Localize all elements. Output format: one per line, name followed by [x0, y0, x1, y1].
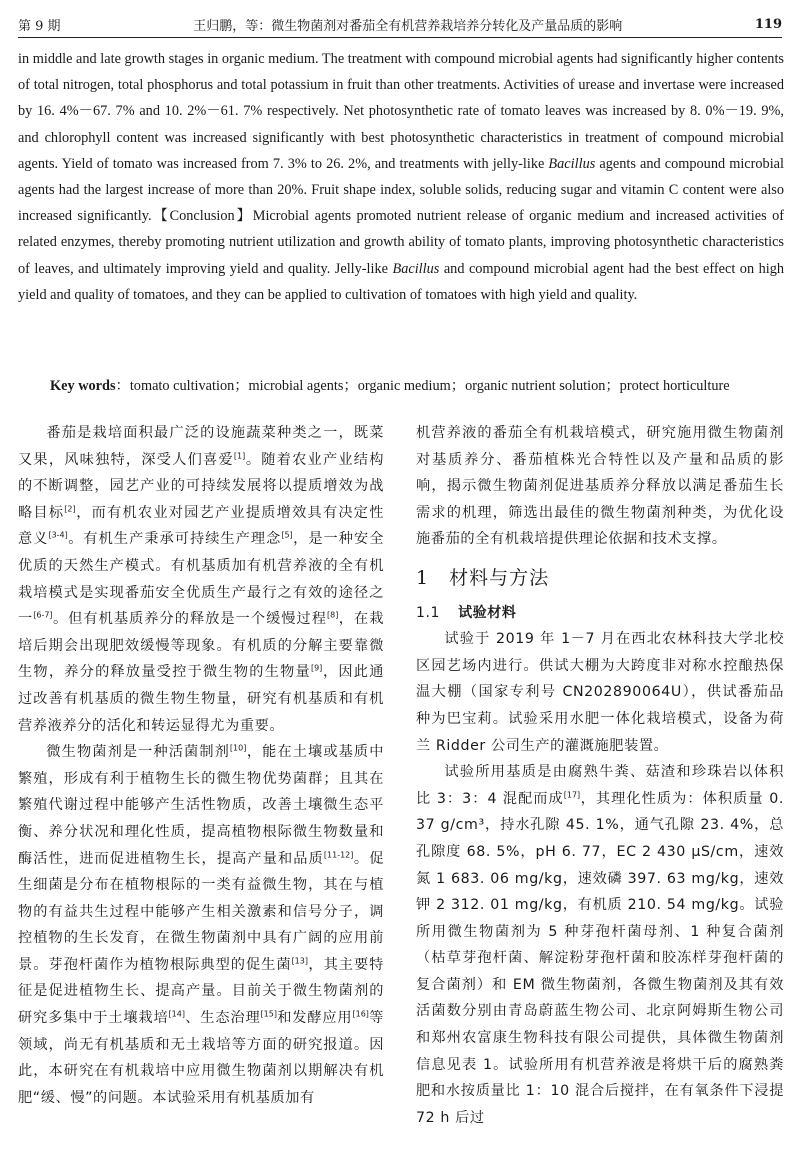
right-column — [416, 420, 784, 1131]
english-abstract — [18, 46, 784, 308]
citation: [1] — [233, 450, 246, 460]
citation: [14] — [168, 1009, 185, 1019]
key-words — [18, 374, 784, 398]
citation: [8] — [326, 610, 339, 620]
intro-paragraph-2: 微生物菌剂是一种活菌制剂[10]，能在土壤或基质中繁殖，形成有利于植物生长的微生物优势菌群；且其在繁殖代谢过程中能够产生活性物质，改善土壤微生态平衡、养分状况和理化性质，提高植物根际微生物数量和酶活性，进而促进植物生长，提高产量和品质[11-12]。促生细菌是分布在植物根际的一类有益微生物，其在与植物的有益共生过程中能够产生相关激素和信号分子，调控植物的生长发育，在微生物菌剂中具有广阔的应用前景。芽孢杆菌作为植物根际典型的促生菌[13]，其主要特征是促进植物生长、提高产量。目前关于微生物菌剂的研究多集中于土壤栽培[14]、生态治理[15]和发酵应用[16]等领域，尚无有机基质和无土栽培等方面的研究报道。因此，本研究在有机栽培中应用微生物菌剂以期解决有机肥“缓、慢”的问题。本试验采用有机基质加有 — [18, 743, 384, 1106]
left-column — [18, 420, 384, 1111]
section-title: 材料与方法 — [449, 566, 550, 589]
abstract-species-1: Bacillus — [548, 155, 596, 172]
subsection-title: 试验材料 — [458, 604, 517, 621]
section-heading-1 — [416, 565, 784, 592]
issue-number: 第 9 期 — [18, 19, 61, 34]
citation: [5] — [281, 530, 293, 540]
page-number: 119 — [754, 17, 782, 32]
citation: [3-4] — [48, 530, 68, 540]
citation: [17] — [563, 789, 581, 799]
citation: [10] — [229, 743, 247, 753]
methods-paragraph-2: 试验所用基质是由腐熟牛粪、菇渣和珍珠岩以体积比 3：3：4 混配而成[17]，其理化性质为：体积质量 0. 37 g/cm³，持水孔隙 45. 1%，通气孔隙 23. 4%，总孔隙度 68. 5%，pH 6. 77，EC 2 430 μS/cm，速效氮 1 683. 06 mg/kg，速效磷 397. 63 mg/kg，速效钾 2 312. 01 mg/kg，有机质 210. 54 mg/kg。试验所用微生物菌剂为 5 种芽孢杆菌母剂、1 种复合菌剂（枯草芽孢杆菌、解淀粉芽孢杆菌和胶冻样芽孢杆菌的复合菌剂）和 EM 微生物菌剂，各微生物菌剂及其有效活菌数分别由青岛蔚蓝生物公司、北京阿姆斯生物公司和郑州农富康生物科技有限公司提供，具体微生物菌剂信息见表 1。试验所用有机营养液是将烘干后的腐熟粪肥和水按质量比 1：10 混合后搅拌，在有氧条件下浸提 72 h 后过 — [416, 764, 784, 1126]
key-words-label: Key words — [50, 378, 116, 394]
subsection-heading-1-1 — [416, 600, 784, 627]
citation: [2] — [64, 504, 76, 514]
citation: [6-7] — [33, 610, 53, 620]
section-number: 1 — [416, 566, 430, 589]
abstract-text-3: and compound microbial agent had the best effect on high yield and quality of tomatoes, and they can be applied to cultivation of tomatoes with high yield and quality. — [18, 260, 784, 303]
intro-paragraph-3: 机营养液的番茄全有机栽培模式，研究施用微生物菌剂对基质养分、番茄植株光合特性以及产量和品质的影响，揭示微生物菌剂促进基质养分释放以满足番茄生长需求的机理，筛选出最佳的微生物菌剂种类，为优化设施番茄的全有机栽培提供理论依据和技术支撑。 — [416, 425, 784, 548]
abstract-text-1: in middle and late growth stages in organic medium. The treatment with compound microbial agents had significantly higher contents of total nitrogen, total phosphorus and total potassium in fruit than other treatments. Activities of urease and invertase were increased by 16. 4%－67. 7% and 10. 2%－61. 7% respectively. Net photosynthetic rate of tomato leaves was increased by 8. 0%－19. 9%, and chlorophyll content was increased significantly with best photosynthetic characteristics in treatment of compound microbial agents. Yield of tomato was increased from 7. 3% to 26. 2%, and treatments with jelly-like — [18, 51, 784, 172]
methods-paragraph-1: 试验于 2019 年 1－7 月在西北农林科技大学北校区园艺场内进行。供试大棚为大跨度非对称水控酿热保温大棚（国家专利号 CN202890064U），供试番茄品种为巴宝莉。试验采用水肥一体化栽培模式，设备为荷兰 Ridder 公司生产的灌溉施肥装置。 — [416, 631, 784, 754]
abstract-species-2: Bacillus — [392, 260, 440, 277]
citation: [11-12] — [323, 849, 354, 859]
subsection-number: 1.1 — [416, 604, 441, 621]
citation: [9] — [310, 663, 323, 673]
abstract-text-2: agents and compound microbial agents had the largest increase of more than 20%. Fruit shape index, soluble solids, reducing sugar and vitamin C content were also increased significantly.【Conclusion】Microbial agents promoted nutrient release of organic medium and increased activities of related enzymes, thereby promoting nutrient utilization and growth ability of tomato plants, improving photosynthetic characteristics of leaves, and ultimately improving yield and quality. Jelly-like — [18, 155, 785, 277]
citation: [13] — [291, 956, 308, 966]
citation: [16] — [352, 1009, 369, 1019]
page-header — [18, 12, 782, 38]
running-title: 王归鹏，等：微生物菌剂对番茄全有机营养栽培养分转化及产量品质的影响 — [193, 19, 623, 34]
citation: [15] — [260, 1009, 277, 1019]
intro-paragraph-1: 番茄是栽培面积最广泛的设施蔬菜种类之一，既菜又果，风味独特，深受人们喜爱[1]。随着农业产业结构的不断调整，园艺产业的可持续发展将以提质增效为战略目标[2]，而有机农业对园艺产业提质增效具有决定性意义[3-4]。有机生产秉承可持续生产理念[5]，是一种安全优质的天然生产模式。有机基质加有机营养液的全有机栽培模式是实现番茄安全优质生产最行之有效的途径之一[6-7]。但有机基质养分的释放是一个缓慢过程[8]，在栽培后期会出现肥效缓慢等现象。有机质的分解主要靠微生物，养分的释放量受控于微生物的生物量[9]，因此通过改善有机基质的微生物生物量，研究有机基质和有机营养液养分的活化和转运显得尤为重要。 — [18, 425, 385, 734]
abstract-paragraph — [18, 46, 784, 308]
key-words-text: ：tomato cultivation；microbial agents；organic medium；organic nutrient solution；protect horticulture — [115, 378, 730, 394]
